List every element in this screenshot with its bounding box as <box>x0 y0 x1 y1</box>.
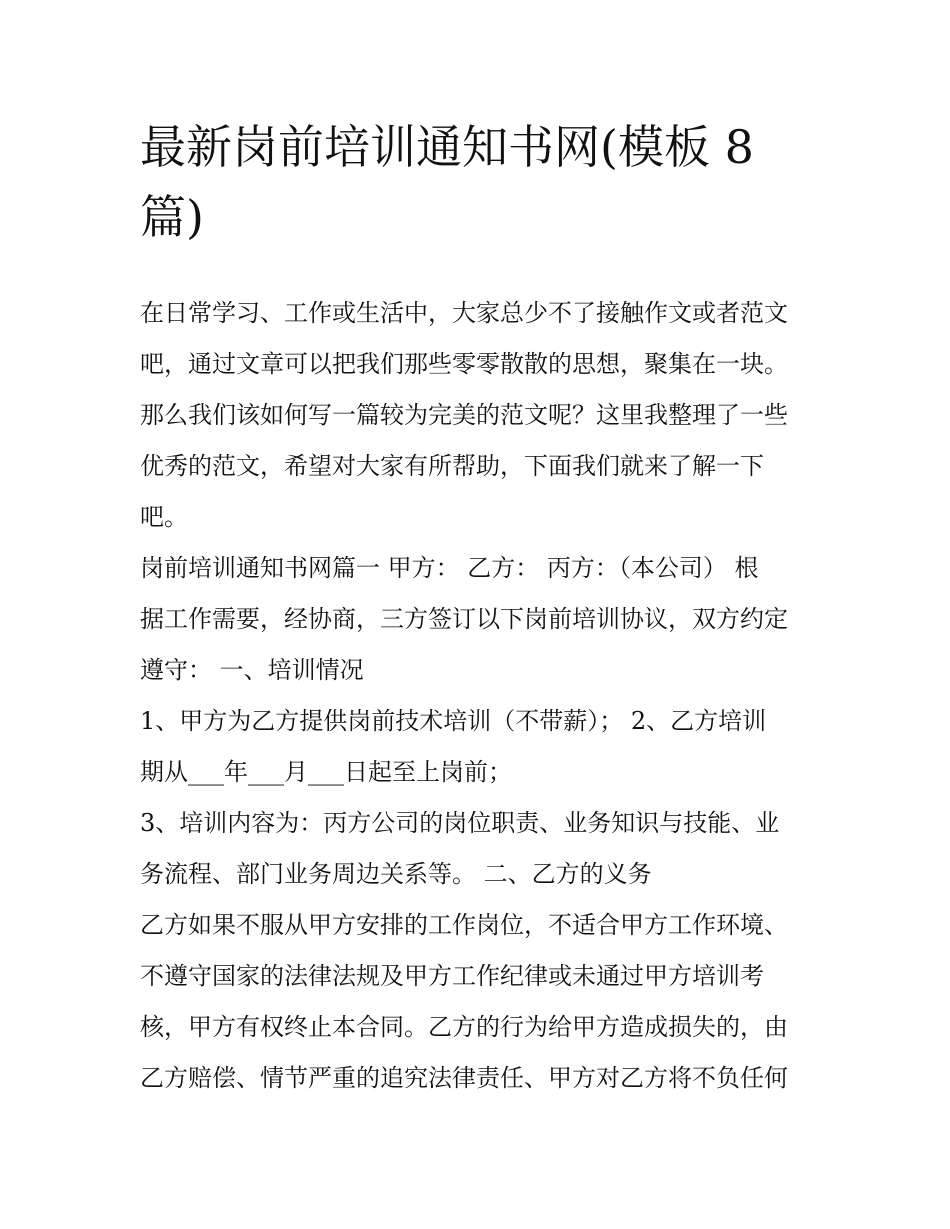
body-line: 吧。 <box>140 503 188 531</box>
body-line: 那么我们该如何写一篇较为完美的范文呢？这里我整理了一些 <box>140 401 788 429</box>
body-line: 乙方如果不服从甲方安排的工作岗位，不适合甲方工作环境、 <box>140 911 788 939</box>
body-line: 1、甲方为乙方提供岗前技术培训（不带薪）； 2、乙方培训 <box>140 707 767 735</box>
title-line-1: 最新岗前培训通知书网(模板 8 <box>140 120 754 174</box>
body-line: 吧，通过文章可以把我们那些零零散散的思想，聚集在一块。 <box>140 350 788 378</box>
document-body <box>140 288 820 1104</box>
body-line: 乙方赔偿、情节严重的追究法律责任、甲方对乙方将不负任何 <box>140 1064 788 1092</box>
title-line-2: 篇) <box>140 190 204 244</box>
document-title <box>140 112 820 252</box>
body-line: 期从___年___月___日起至上岗前； <box>140 758 512 786</box>
body-line: 不遵守国家的法律法规及甲方工作纪律或未通过甲方培训考 <box>140 962 764 990</box>
body-line: 3、培训内容为：丙方公司的岗位职责、业务知识与技能、业 <box>140 809 780 837</box>
body-line: 核，甲方有权终止本合同。乙方的行为给甲方造成损失的，由 <box>140 1013 788 1041</box>
document-page <box>140 112 820 1104</box>
body-line: 遵守： 一、培训情况 <box>140 656 364 684</box>
body-line: 务流程、部门业务周边关系等。 二、乙方的义务 <box>140 860 652 888</box>
body-line: 优秀的范文，希望对大家有所帮助，下面我们就来了解一下 <box>140 452 764 480</box>
body-line: 据工作需要，经协商，三方签订以下岗前培训协议，双方约定 <box>140 605 788 633</box>
body-line: 岗前培训通知书网篇一 甲方： 乙方： 丙方：（本公司） 根 <box>140 554 759 582</box>
body-line: 在日常学习、工作或生活中，大家总少不了接触作文或者范文 <box>140 299 788 327</box>
